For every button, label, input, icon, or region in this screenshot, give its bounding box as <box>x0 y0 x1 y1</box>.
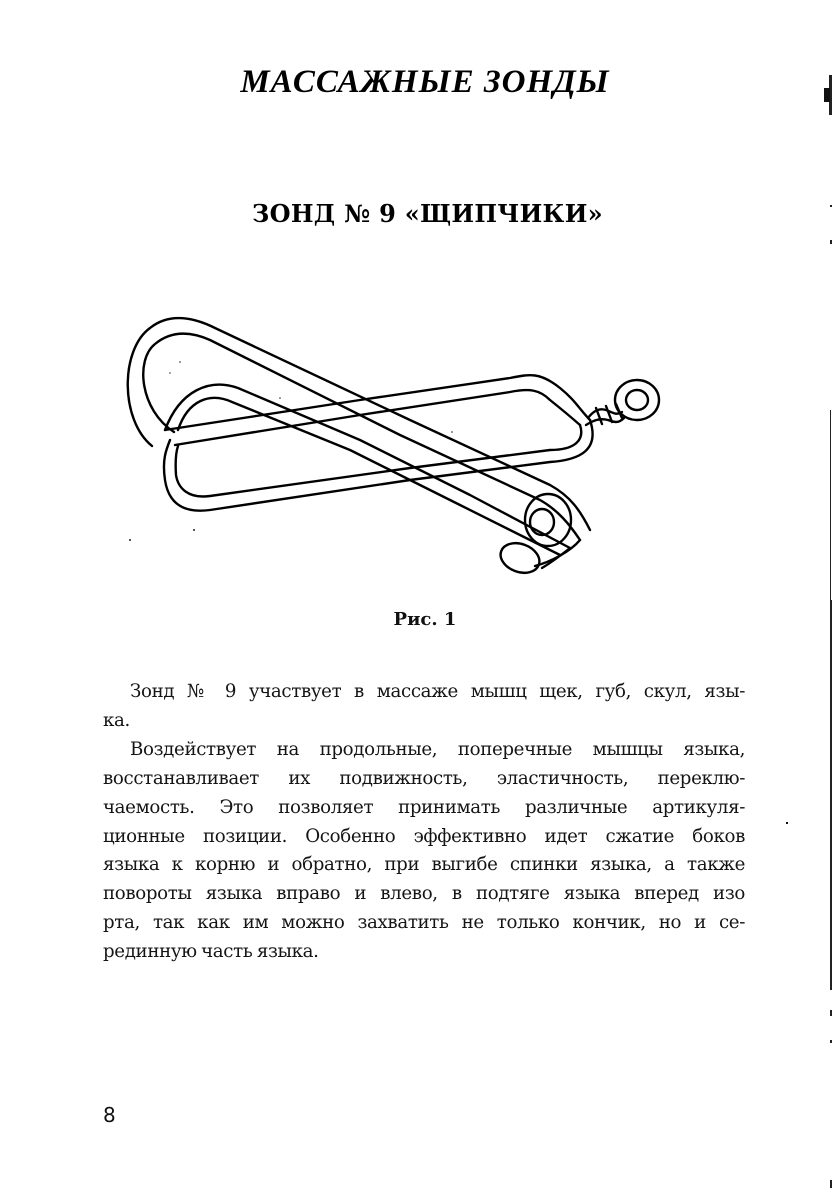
body-line: повороты языка вправо и влево, в подтяге языка вперед изо <box>103 883 745 905</box>
scan-speck <box>824 88 830 102</box>
body-line: языка к корню и обратно, при выгибе спинки языка, а также <box>103 854 745 876</box>
body-line: Воздействует на продольные, поперечные мышцы языка, <box>130 738 745 760</box>
body-line: ка. <box>103 709 130 731</box>
figure-probe-illustration <box>110 300 730 600</box>
scan-edge-border <box>830 0 832 1188</box>
scan-speck <box>786 822 788 824</box>
body-line: Зонд № 9 участвует в массаже мышц щек, губ, скул, язы- <box>130 681 745 702</box>
page-number: 8 <box>103 1103 116 1127</box>
figure-caption: Рис. 1 <box>393 609 457 630</box>
wire-probe-icon <box>110 300 730 600</box>
body-line: рта, так как им можно захватить не только кончик, но и се- <box>103 912 745 934</box>
body-text <box>103 678 745 967</box>
section-title: ЗОНД № 9 «ЩИПЧИКИ» <box>252 199 603 228</box>
body-line: чаемость. Это позволяет принимать различные артикуля- <box>103 796 745 818</box>
body-line: восстанавливает их подвижность, эластичность, переклю- <box>103 767 745 789</box>
body-line: рединную часть языка. <box>103 941 319 963</box>
page-title: МАССАЖНЫЕ ЗОНДЫ <box>240 64 610 100</box>
body-line: ционные позиции. Особенно эффективно идет сжатие боков <box>103 825 745 847</box>
